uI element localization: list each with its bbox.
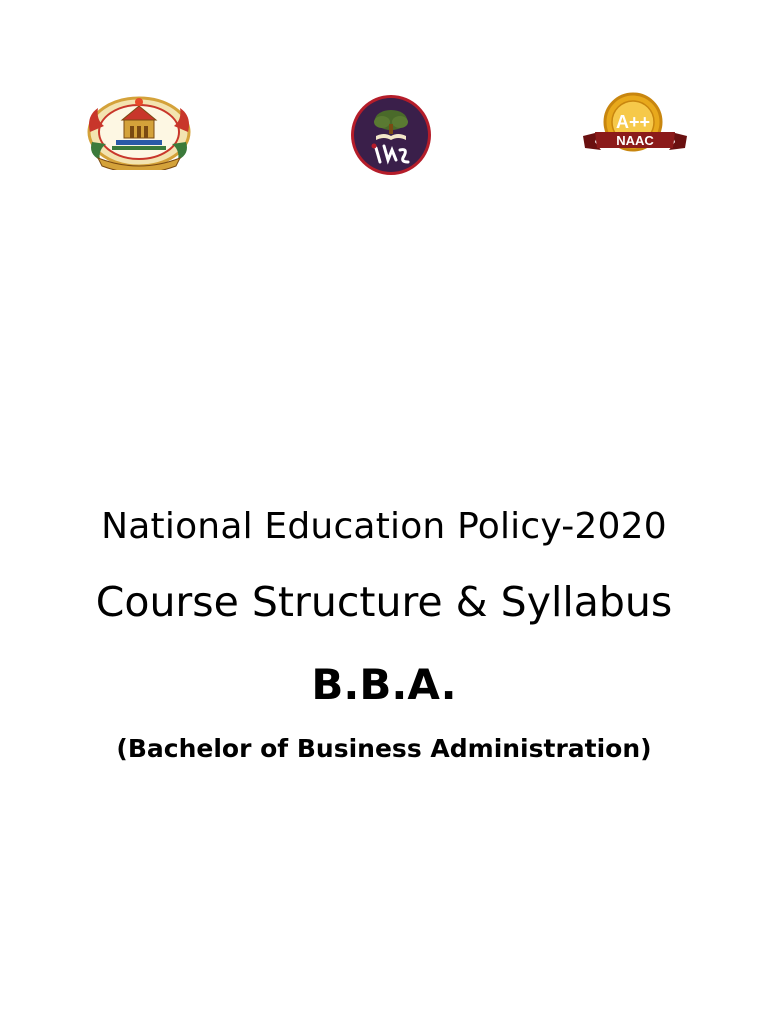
course-subtitle: Course Structure & Syllabus [95,578,673,626]
naac-name: NAAC [616,133,654,148]
university-emblem-icon [84,90,194,170]
naac-grade: A++ [615,112,651,132]
policy-heading: National Education Policy-2020 [101,506,667,547]
ims-tree-logo-icon [346,94,436,176]
naac-a-plus-plus-badge-icon [583,92,687,162]
degree-full-name: (Bachelor of Business Administration) [116,734,652,763]
degree-title: B.B.A. [311,660,457,709]
